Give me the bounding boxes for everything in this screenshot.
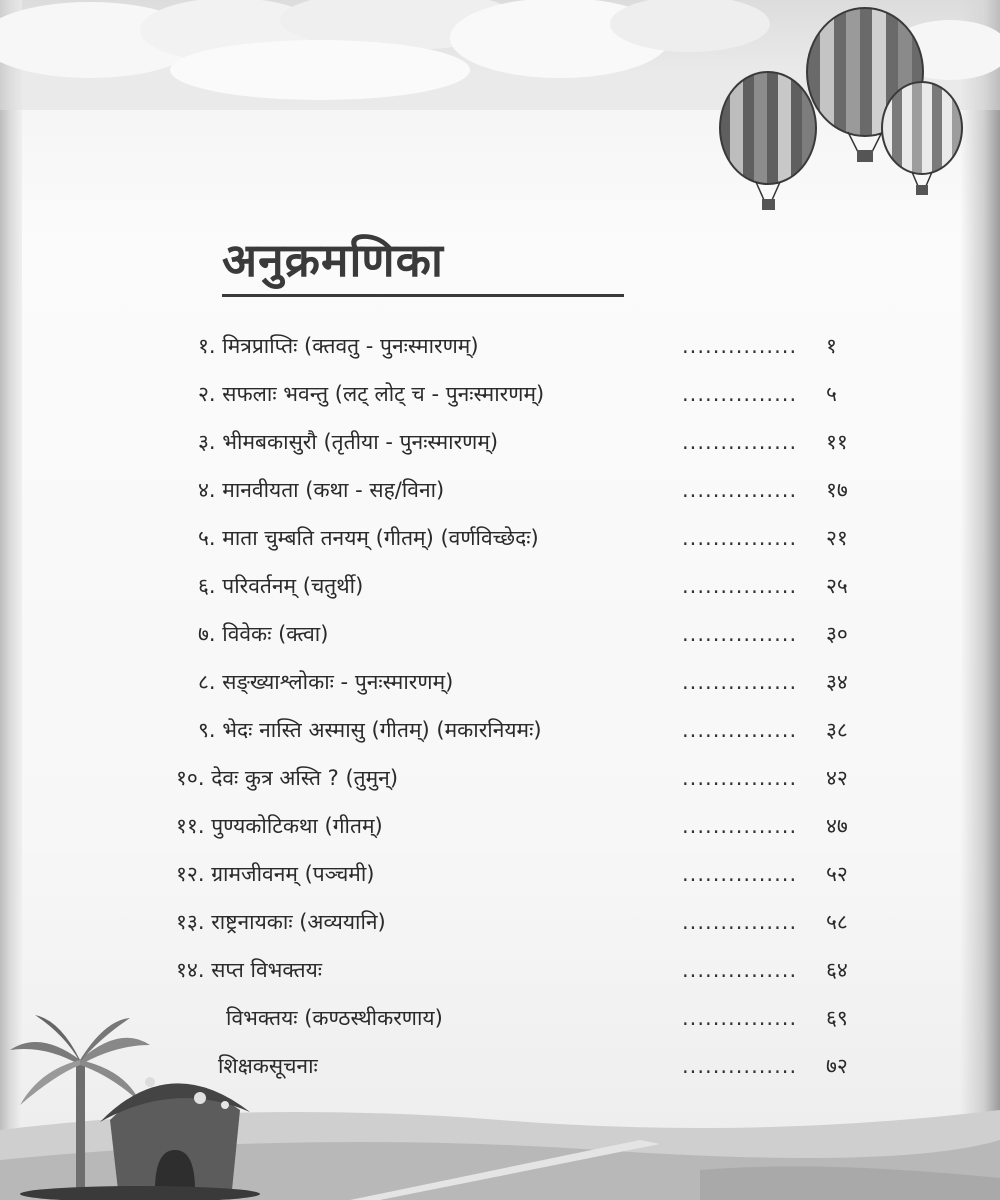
toc-entry <box>0 418 1000 466</box>
toc-page-number: ३८ <box>826 718 848 742</box>
toc-entry <box>0 946 1000 994</box>
toc-dot-leader: ............... <box>682 1054 798 1078</box>
toc-dot-leader: ............... <box>682 526 798 550</box>
toc-page-number: ५ <box>826 382 837 406</box>
toc-entry <box>0 994 1000 1042</box>
toc-entry <box>0 466 1000 514</box>
toc-dot-leader: ............... <box>682 430 798 454</box>
toc-entry-title: ११. पुण्यकोटिकथा (गीतम्) <box>176 814 383 838</box>
toc-entry-title: ६. परिवर्तनम् (चतुर्थी) <box>198 574 364 598</box>
toc-page-number: १७ <box>826 478 848 502</box>
toc-entry-title: ५. माता चुम्बति तनयम् (गीतम्) (वर्णविच्छेदः) <box>198 526 539 550</box>
toc-dot-leader: ............... <box>682 574 798 598</box>
toc-page-number: ७२ <box>826 1054 848 1078</box>
toc-page-number: ६४ <box>826 958 848 982</box>
hot-air-balloons-illustration <box>700 0 1000 230</box>
toc-dot-leader: ............... <box>682 910 798 934</box>
toc-entry-title: १०. देवः कुत्र अस्ति ? (तुमुन्) <box>176 766 399 790</box>
toc-entry <box>0 610 1000 658</box>
toc-page-number: ५२ <box>826 862 848 886</box>
toc-entry <box>0 1042 1000 1090</box>
toc-page-number: ६९ <box>826 1006 848 1030</box>
toc-page-number: ४२ <box>826 766 848 790</box>
toc-entry-title: शिक्षकसूचनाः <box>218 1054 318 1078</box>
toc-entry-title: विभक्तयः (कण्ठस्थीकरणाय) <box>226 1006 443 1030</box>
toc-page-number: ३४ <box>826 670 848 694</box>
toc-entry-title: ७. विवेकः (क्त्वा) <box>198 622 329 646</box>
toc-entry <box>0 514 1000 562</box>
toc-entry-title: १३. राष्ट्रनायकाः (अव्ययानि) <box>176 910 386 934</box>
toc-entry <box>0 706 1000 754</box>
toc-entry <box>0 898 1000 946</box>
page-title: अनुक्रमणिका <box>222 233 444 287</box>
title-underline <box>222 294 624 297</box>
toc-dot-leader: ............... <box>682 334 798 358</box>
toc-page-number: ४७ <box>826 814 848 838</box>
toc-page-number: ५८ <box>826 910 848 934</box>
table-of-contents <box>0 322 1000 1090</box>
toc-entry-title: ९. भेदः नास्ति अस्मासु (गीतम्) (मकारनियमः) <box>198 718 542 742</box>
toc-page-number: २१ <box>826 526 848 550</box>
toc-dot-leader: ............... <box>682 862 798 886</box>
toc-dot-leader: ............... <box>682 622 798 646</box>
toc-entry-title: ४. मानवीयता (कथा - सह/विना) <box>198 478 445 502</box>
toc-page-number: १ <box>826 334 837 358</box>
toc-entry <box>0 754 1000 802</box>
toc-entry-title: १४. सप्त विभक्तयः <box>176 958 323 982</box>
toc-dot-leader: ............... <box>682 670 798 694</box>
toc-dot-leader: ............... <box>682 814 798 838</box>
toc-dot-leader: ............... <box>682 766 798 790</box>
toc-entry-title: ३. भीमबकासुरौ (तृतीया - पुनःस्मारणम्) <box>198 430 499 454</box>
toc-entry-title: १२. ग्रामजीवनम् (पञ्चमी) <box>176 862 375 886</box>
toc-entry-title: २. सफलाः भवन्तु (लट् लोट् च - पुनःस्मारणम्) <box>198 382 545 406</box>
toc-entry <box>0 322 1000 370</box>
toc-dot-leader: ............... <box>682 958 798 982</box>
toc-entry <box>0 850 1000 898</box>
toc-entry <box>0 370 1000 418</box>
toc-entry <box>0 562 1000 610</box>
toc-dot-leader: ............... <box>682 1006 798 1030</box>
toc-dot-leader: ............... <box>682 718 798 742</box>
toc-entry <box>0 802 1000 850</box>
toc-entry-title: १. मित्रप्राप्तिः (क्तवतु - पुनःस्मारणम्) <box>198 334 479 358</box>
toc-page-number: २५ <box>826 574 848 598</box>
toc-page-number: ३० <box>826 622 848 646</box>
toc-page-number: ११ <box>826 430 848 454</box>
toc-dot-leader: ............... <box>682 478 798 502</box>
toc-entry <box>0 658 1000 706</box>
toc-entry-title: ८. सङ्ख्याश्लोकाः - पुनःस्मारणम्) <box>198 670 454 694</box>
toc-dot-leader: ............... <box>682 382 798 406</box>
